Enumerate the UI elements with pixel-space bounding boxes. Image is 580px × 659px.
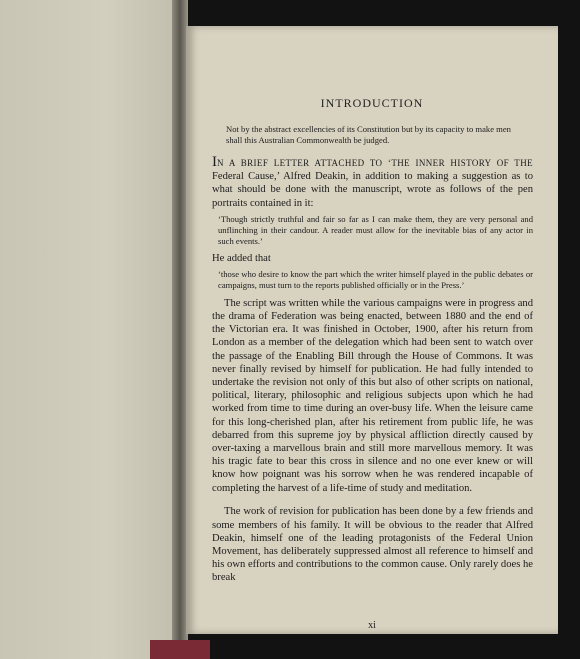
paragraph-revision: The work of revision for publication has been done by a few friends and some members of his family. It will be obvious to the reader that Alfred Deakin, himself one of the leading protagonists of the Federal Union Movement, has deliberately suppressed almost all reference to himself and his own efforts and contributions to the common cause. Only rarely does he break: [212, 506, 533, 584]
right-page: [186, 26, 558, 634]
added-line: He added that: [212, 252, 271, 264]
left-page: [0, 0, 178, 659]
book-cover-edge: [150, 640, 210, 659]
opening-paragraph: [212, 156, 533, 210]
drop-cap: I: [212, 154, 217, 170]
chapter-title: INTRODUCTION: [320, 96, 424, 110]
page-text: [212, 124, 533, 595]
epigraph: Not by the abstract excellencies of its Constitution but by its capacity to make men shall this Australian Commonwealth be judged.: [226, 124, 511, 145]
opening-paragraph-rest: Federal Cause,’ Alfred Deakin, in addition to making a suggestion as to what should be done with the manuscript, wrote as follows of the pen portraits contained in it:: [212, 171, 533, 209]
quote-candour: ‘Though strictly truthful and fair so far as I can make them, they are very personal and unflinching in their candour. A reader must allow for the inevitable bias of any actor in such events.’: [218, 213, 533, 246]
page-number: xi: [368, 620, 376, 631]
quote-press: ‘those who desire to know the part which the writer himself played in the public debates or campaigns, must turn to the reports published officially or in the Press.’: [218, 268, 533, 290]
paragraph-script: The script was written while the various campaigns were in progress and the drama of Federation was being enacted, between 1880 and the end of the Victorian era. It was finished in October, 1900, after his return from London as a member of the delegation which had been sent to watch over the passage of the Enabling Bill through the House of Commons. It was never finally revised by himself for publication. He had fully intended to undertake the revision not only of this but also of other scripts on national, political, literary, philosophic and religious subjects upon which he had worked from time to time during an over-busy life. When the leisure came for this long-cherished plan, after his retirement from public life, he was debarred from this supreme joy by physical affliction directly caused by over-taxing a marvellous brain and still more marvellous memory. It was his tragic fate to bear this cross in silence and no one ever knew or will know how poignant was his sorrow when he was rendered incapable of completing the harvest of a life-time of study and meditation.: [212, 297, 533, 494]
small-caps-intro: N A BRIEF LETTER ATTACHED TO ‘THE INNER HISTORY OF THE: [217, 158, 533, 168]
